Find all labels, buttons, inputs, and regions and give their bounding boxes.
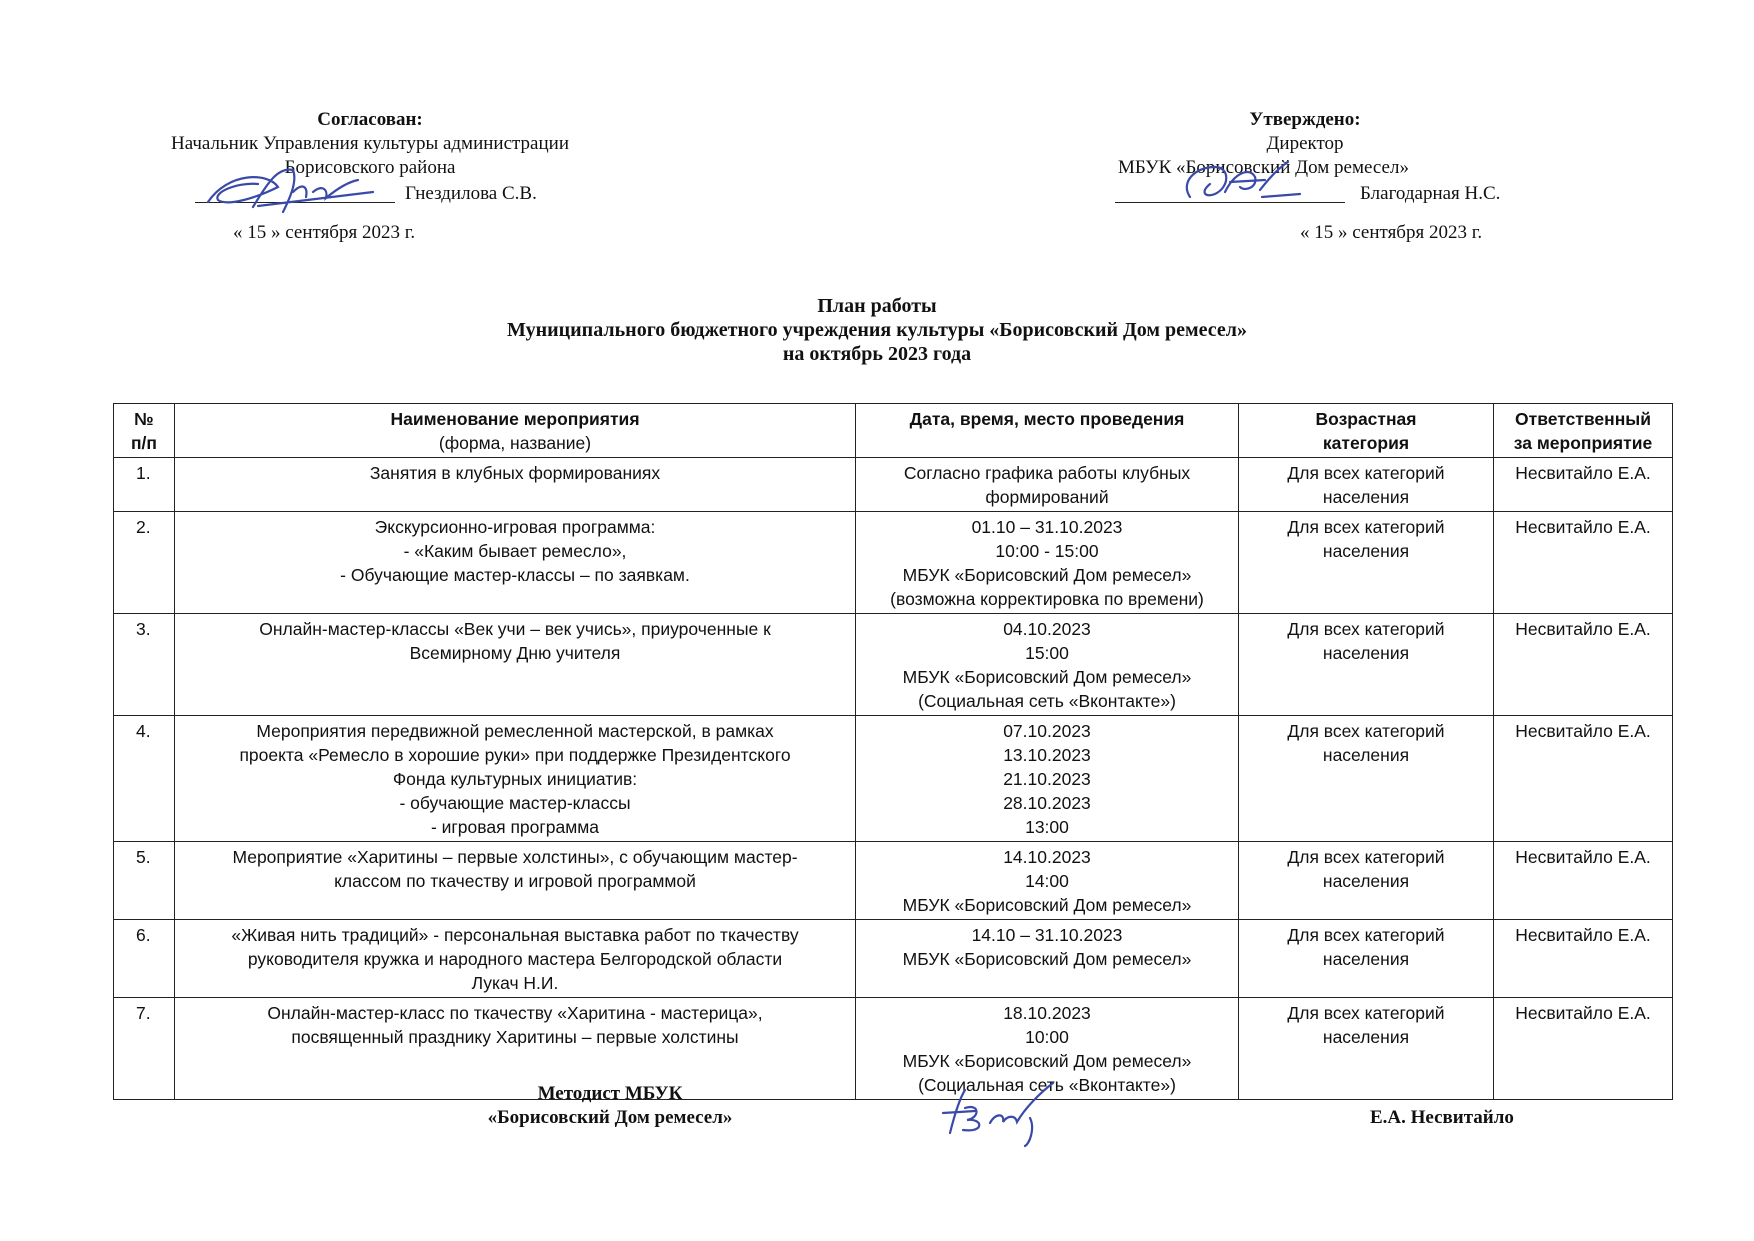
row-age-category-line: Для всех категорий <box>1287 925 1445 945</box>
title-line3: на октябрь 2023 года <box>782 343 972 365</box>
right-signature-icon <box>1170 152 1320 212</box>
left-position-line2: Борисовского района <box>284 157 456 178</box>
row-age-category <box>1239 842 1494 920</box>
row-responsible: Несвитайло Е.А. <box>1494 614 1673 716</box>
row-event-name-line: Мероприятия передвижной ремесленной мастерской, в рамках <box>256 721 774 741</box>
plan-table <box>113 403 1673 1100</box>
row-event-name-line: - Обучающие мастер-классы – по заявкам. <box>340 565 690 585</box>
row-event-name-line: руководителя кружка и народного мастера Белгородской области <box>247 949 783 969</box>
row-number: 1. <box>114 458 175 512</box>
row-event-name-line: - обучающие мастер-классы <box>399 793 631 813</box>
row-date-place-line: 15:00 <box>1025 643 1069 663</box>
row-age-category <box>1239 512 1494 614</box>
table-row <box>114 920 1673 998</box>
row-event-name <box>175 512 856 614</box>
row-age-category-line: населения <box>1322 949 1410 969</box>
row-number: 2. <box>114 512 175 614</box>
row-event-name-line: - игровая программа <box>430 817 600 837</box>
row-number: 6. <box>114 920 175 998</box>
table-row <box>114 998 1673 1100</box>
row-number: 5. <box>114 842 175 920</box>
header-name-line: Наименование мероприятия <box>390 409 640 429</box>
row-responsible: Несвитайло Е.А. <box>1494 998 1673 1100</box>
row-date-place-line: 04.10.2023 <box>1003 619 1091 639</box>
header-age-line: категория <box>1322 433 1410 453</box>
approval-left-block <box>120 108 620 245</box>
header-responsible-line: за мероприятие <box>1513 433 1653 453</box>
row-event-name-line: Лукач Н.И. <box>471 973 559 993</box>
row-responsible: Несвитайло Е.А. <box>1494 458 1673 512</box>
row-event-name <box>175 614 856 716</box>
row-age-category-line: населения <box>1322 643 1410 663</box>
row-date-place <box>856 512 1239 614</box>
row-age-category-line: населения <box>1322 487 1410 507</box>
row-date-place-line: (Социальная сеть «Вконтакте») <box>918 691 1176 711</box>
footer-position <box>380 1082 840 1130</box>
right-date: « 15 » сентября 2023 г. <box>1300 222 1483 243</box>
right-signer-name: Благодарная Н.С. <box>1360 183 1501 204</box>
left-signature-icon <box>198 162 418 222</box>
header-responsible-line: Ответственный <box>1515 409 1651 429</box>
row-event-name-line: «Живая нить традиций» - персональная выставка работ по ткачеству <box>231 925 799 945</box>
row-date-place-line: 13.10.2023 <box>1003 745 1091 765</box>
row-event-name-line: - «Каким бывает ремесло», <box>403 541 627 561</box>
row-event-name-line: посвященный празднику Харитины – первые холстины <box>291 1027 739 1047</box>
title-line1: План работы <box>817 295 937 317</box>
row-date-place-line: (возможна корректировка по времени) <box>890 589 1204 609</box>
row-age-category-line: населения <box>1322 541 1410 561</box>
row-date-place-line: 07.10.2023 <box>1003 721 1091 741</box>
row-event-name <box>175 842 856 920</box>
header-name <box>175 404 856 458</box>
row-date-place-line: (Социальная сеть «Вконтакте») <box>918 1075 1176 1095</box>
table-header-row <box>114 404 1673 458</box>
row-number: 4. <box>114 716 175 842</box>
header-date-line: Дата, время, место проведения <box>909 409 1185 429</box>
left-heading: Согласован: <box>317 109 423 130</box>
row-event-name-line: Мероприятие «Харитины – первые холстины», с обучающим мастер- <box>232 847 798 867</box>
row-age-category-line: Для всех категорий <box>1287 517 1445 537</box>
row-event-name <box>175 458 856 512</box>
table-row <box>114 512 1673 614</box>
header-age-line: Возрастная <box>1315 409 1417 429</box>
plan-table-body <box>114 458 1673 1100</box>
row-age-category <box>1239 920 1494 998</box>
row-age-category-line: Для всех категорий <box>1287 721 1445 741</box>
row-age-category-line: населения <box>1322 871 1410 891</box>
footer-signature-icon <box>935 1078 1075 1148</box>
row-date-place <box>856 614 1239 716</box>
right-heading: Утверждено: <box>1249 109 1361 130</box>
header-num-line: № <box>134 409 154 429</box>
footer-position-line2: «Борисовский Дом ремесел» <box>487 1107 733 1128</box>
row-event-name-line: Занятия в клубных формированиях <box>369 463 661 483</box>
row-responsible: Несвитайло Е.А. <box>1494 716 1673 842</box>
row-event-name-line: проекта «Ремесло в хорошие руки» при поддержке Президентского <box>239 745 791 765</box>
footer-name: Е.А. Несвитайло <box>1370 1107 1514 1128</box>
row-event-name-line: классом по ткачеству и игровой программой <box>334 871 696 891</box>
row-age-category-line: населения <box>1322 745 1410 765</box>
table-row <box>114 716 1673 842</box>
right-position-line1: Директор <box>1266 133 1344 154</box>
row-event-name <box>175 716 856 842</box>
row-event-name-line: Экскурсионно-игровая программа: <box>374 517 656 537</box>
left-date: « 15 » сентября 2023 г. <box>233 222 416 243</box>
left-position-line1: Начальник Управления культуры администрации <box>170 133 569 154</box>
row-date-place-line: 18.10.2023 <box>1003 1003 1091 1023</box>
row-date-place-line: 28.10.2023 <box>1003 793 1091 813</box>
table-row <box>114 458 1673 512</box>
row-date-place-line: МБУК «Борисовский Дом ремесел» <box>902 949 1192 969</box>
row-age-category-line: Для всех категорий <box>1287 1003 1445 1023</box>
row-date-place-line: формирований <box>985 487 1109 507</box>
row-responsible: Несвитайло Е.А. <box>1494 920 1673 998</box>
row-responsible: Несвитайло Е.А. <box>1494 842 1673 920</box>
row-age-category-line: Для всех категорий <box>1287 463 1445 483</box>
row-event-name-line: Всемирному Дню учителя <box>409 643 621 663</box>
row-number: 3. <box>114 614 175 716</box>
row-date-place <box>856 716 1239 842</box>
row-date-place-line: 01.10 – 31.10.2023 <box>971 517 1123 537</box>
header-num <box>114 404 175 458</box>
row-age-category-line: населения <box>1322 1027 1410 1047</box>
row-event-name <box>175 920 856 998</box>
header-num-line: п/п <box>130 433 157 453</box>
table-row <box>114 614 1673 716</box>
row-number: 7. <box>114 998 175 1100</box>
row-age-category-line: Для всех категорий <box>1287 619 1445 639</box>
row-date-place-line: 14.10.2023 <box>1003 847 1091 867</box>
header-responsible <box>1494 404 1673 458</box>
title-line2: Муниципального бюджетного учреждения культуры «Борисовский Дом ремесел» <box>506 319 1248 341</box>
footer-position-line1: Методист МБУК <box>537 1083 683 1104</box>
row-date-place-line: МБУК «Борисовский Дом ремесел» <box>902 895 1192 915</box>
row-age-category-line: Для всех категорий <box>1287 847 1445 867</box>
right-position-line2: МБУК «Борисовский Дом ремесел» <box>1118 157 1409 178</box>
header-name-line: (форма, название) <box>438 433 592 453</box>
row-age-category <box>1239 716 1494 842</box>
row-date-place-line: 10:00 - 15:00 <box>995 541 1099 561</box>
row-date-place-line: 10:00 <box>1025 1027 1069 1047</box>
row-date-place-line: 13:00 <box>1025 817 1069 837</box>
left-signer-name: Гнездилова С.В. <box>405 183 537 204</box>
table-row <box>114 842 1673 920</box>
row-date-place-line: 14.10 – 31.10.2023 <box>971 925 1123 945</box>
row-age-category <box>1239 614 1494 716</box>
row-responsible: Несвитайло Е.А. <box>1494 512 1673 614</box>
row-date-place <box>856 920 1239 998</box>
row-event-name-line: Онлайн-мастер-класс по ткачеству «Харитина - мастерица», <box>267 1003 763 1023</box>
row-age-category <box>1239 458 1494 512</box>
row-date-place-line: МБУК «Борисовский Дом ремесел» <box>902 667 1192 687</box>
row-event-name-line: Фонда культурных инициатив: <box>392 769 638 789</box>
row-date-place <box>856 458 1239 512</box>
approval-right-block <box>1118 108 1650 245</box>
row-date-place-line: МБУК «Борисовский Дом ремесел» <box>902 1051 1192 1071</box>
row-date-place-line: МБУК «Борисовский Дом ремесел» <box>902 565 1192 585</box>
right-signature-row <box>1190 180 1650 206</box>
header-date <box>856 404 1239 458</box>
header-age <box>1239 404 1494 458</box>
row-age-category <box>1239 998 1494 1100</box>
row-date-place-line: 21.10.2023 <box>1003 769 1091 789</box>
document-title <box>0 294 1754 366</box>
row-event-name-line: Онлайн-мастер-классы «Век учи – век учись», приуроченные к <box>259 619 771 639</box>
row-date-place <box>856 842 1239 920</box>
row-date-place-line: 14:00 <box>1025 871 1069 891</box>
left-signature-row <box>120 180 620 206</box>
row-date-place-line: Согласно графика работы клубных <box>903 463 1191 483</box>
